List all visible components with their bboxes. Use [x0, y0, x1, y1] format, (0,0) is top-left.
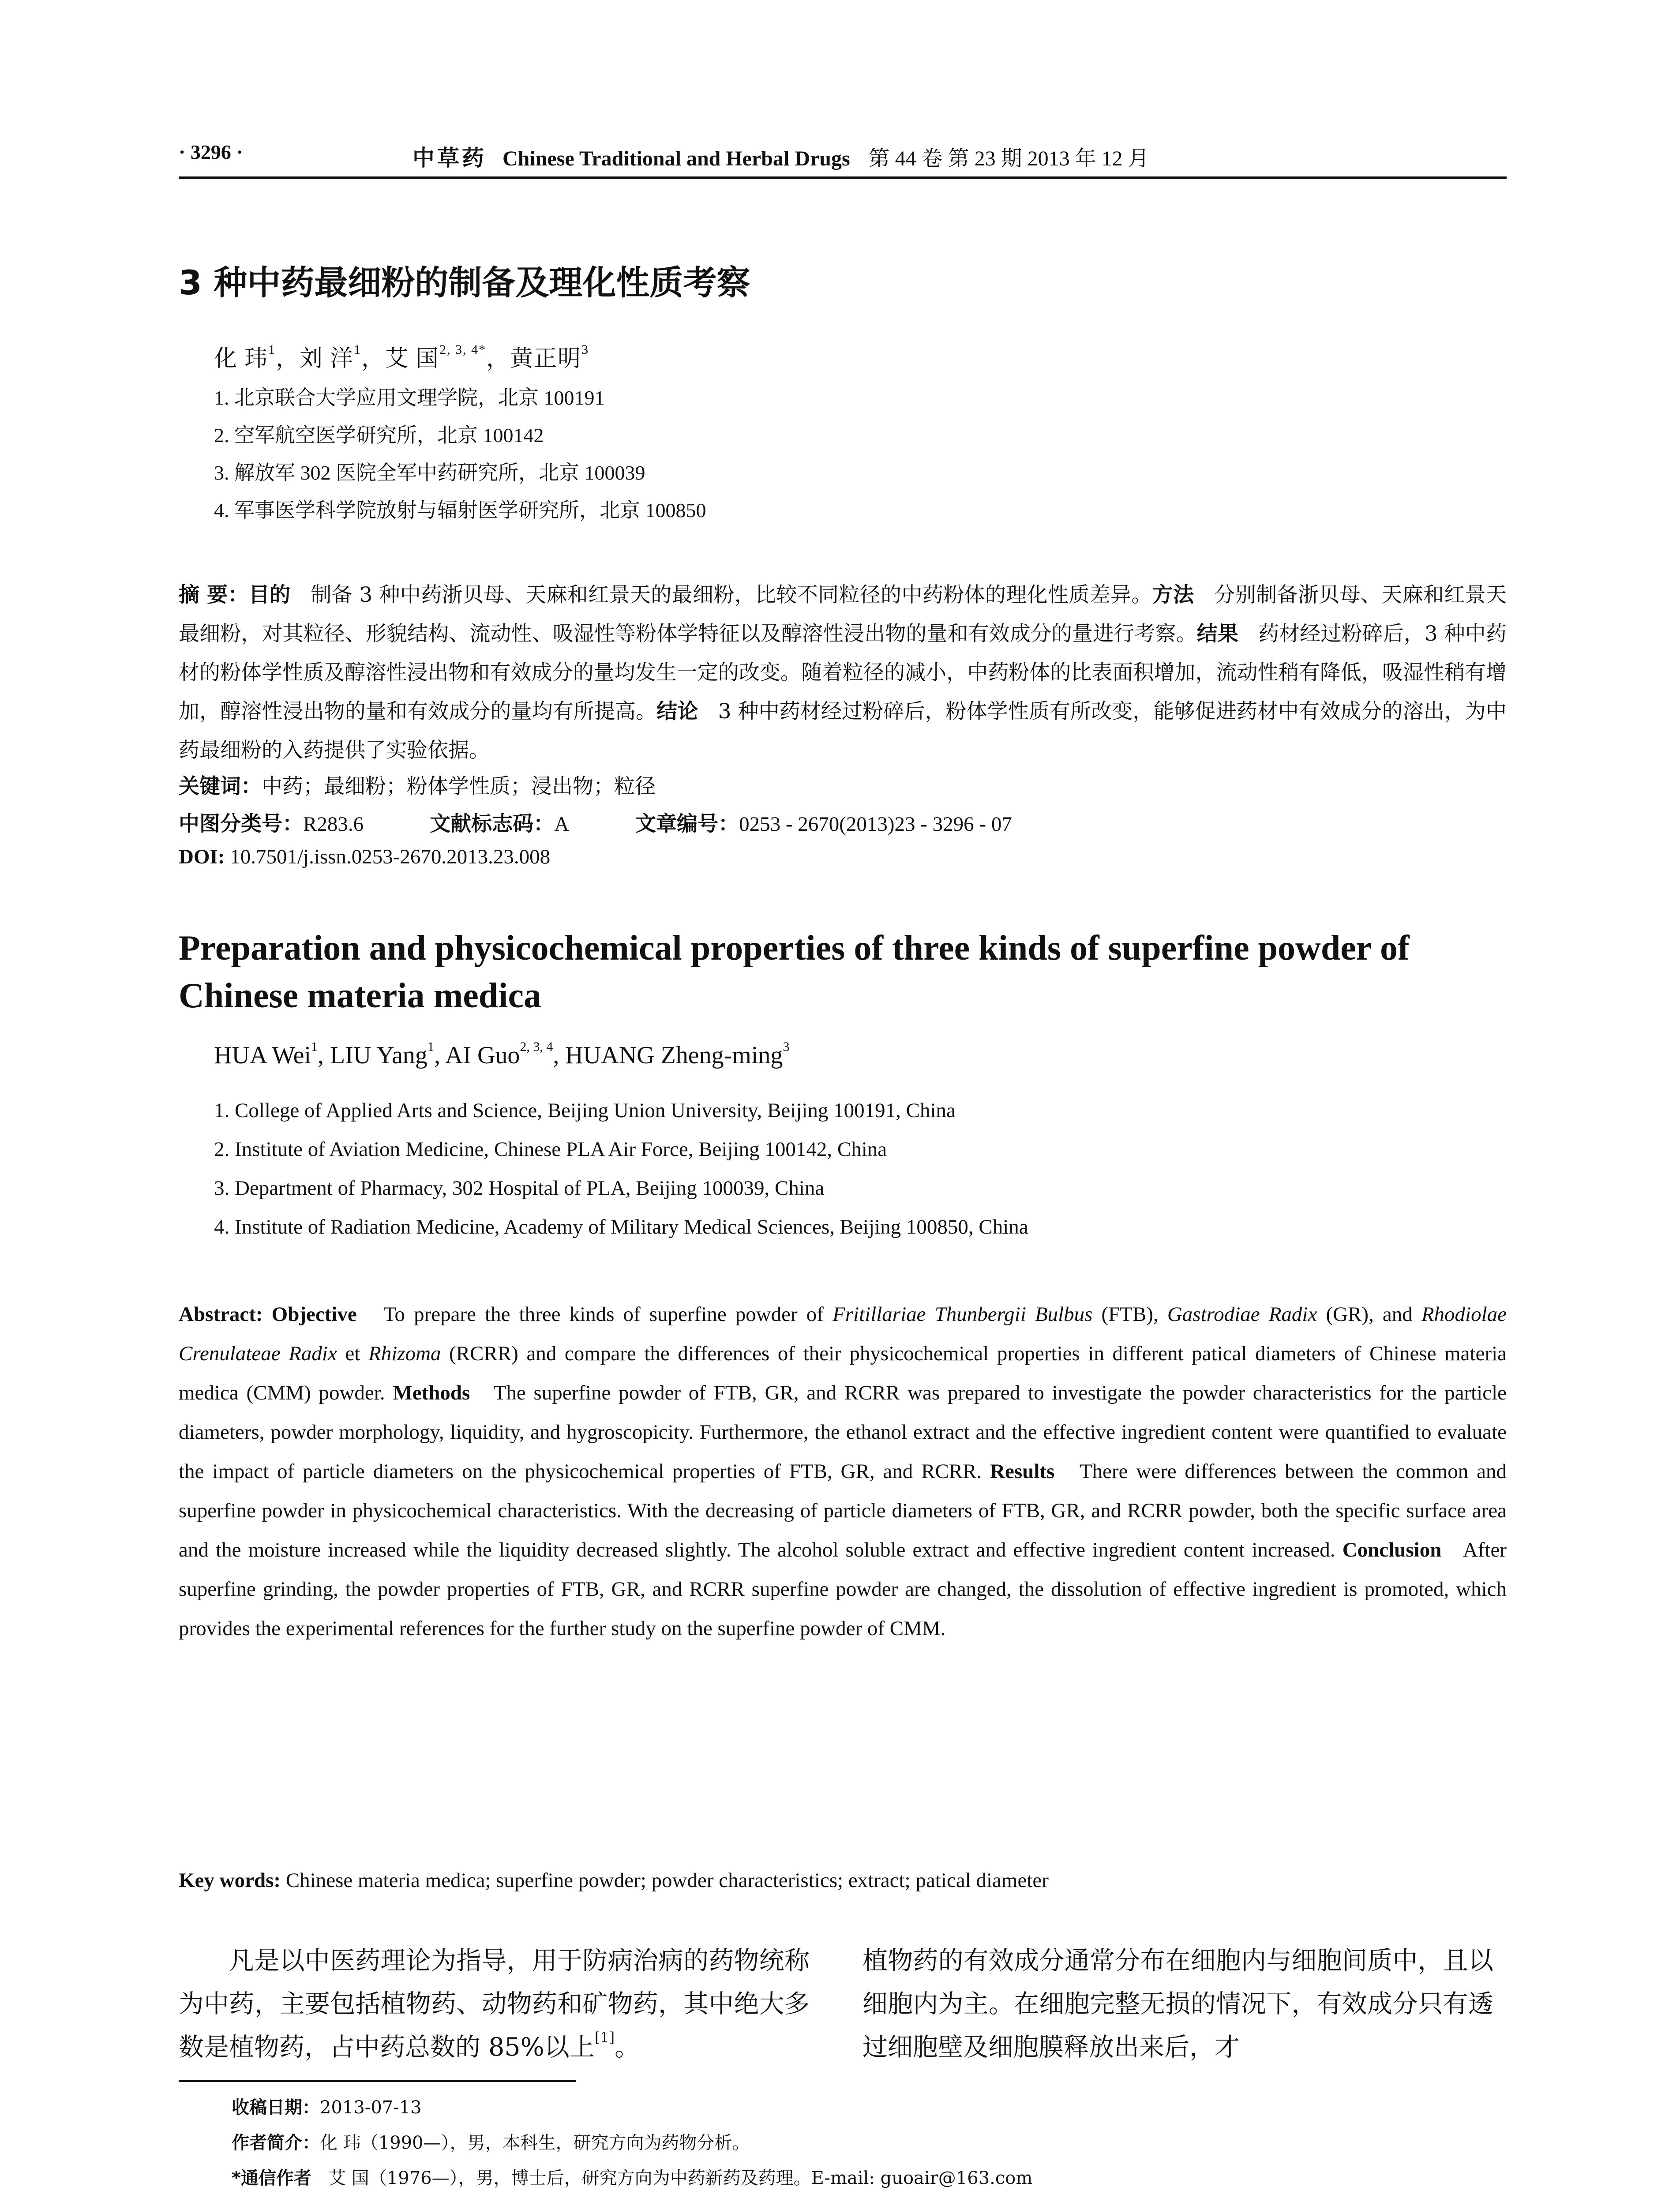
- citation-ref[interactable]: [1]: [594, 2029, 615, 2046]
- authors-en: [214, 1041, 789, 1069]
- authors-cn: [214, 340, 589, 373]
- author-affil-sup: 2, 3, 4: [520, 1039, 553, 1054]
- latin-name: Fritillariae Thunbergii Bulbus: [832, 1303, 1093, 1326]
- corresponding-text: 艾 国（1976—），男，博士后，研究方向为中药新药及药理。E-mail: guoair@163.com: [328, 2168, 1033, 2188]
- author-name: 艾 国: [385, 346, 440, 371]
- conclusion-text: 3 种中药材经过粉碎后，粉体学性质有所改变，能够促进药材中有效成分的溶出，为中药最细粉的入药提供了实验依据。: [179, 699, 1507, 762]
- results-text: There were differences between the common and superfine powder in physicochemical characteristics. With the decreasing of particle diameters of FTB, GR, and RCRR powder, both the specific surface area and the moisture increased while the liquidity decreased slightly. The alcohol soluble extract and effective ingredient content increased.: [179, 1460, 1507, 1561]
- objective-label: 目的: [248, 583, 291, 607]
- article-no-value: 0253 - 2670(2013)23 - 3296 - 07: [739, 813, 1012, 836]
- body-paragraph: 植物药的有效成分通常分布在细胞内与细胞间质中，且以细胞内为主。在细胞完整无损的情况下，有效成分只有透过细胞壁及细胞膜释放出来后，才: [862, 1946, 1493, 2062]
- author-affil-sup: 3: [783, 1039, 790, 1054]
- methods-text: 分别制备浙贝母、天麻和红景天最细粉，对其粒径、形貌结构、流动性、吸湿性等粉体学特征以及醇溶性浸出物的量和有效成分的量进行考察。: [179, 583, 1507, 646]
- author-name: 刘 洋: [300, 346, 354, 371]
- author-name: LIU Yang: [330, 1042, 428, 1069]
- classification-line: [179, 807, 1012, 837]
- received-label: 收稿日期：: [232, 2097, 320, 2118]
- objective-text: (FTB),: [1101, 1303, 1159, 1326]
- author-name: HUANG Zheng-ming: [565, 1042, 783, 1069]
- keywords-label: Key words:: [179, 1869, 281, 1892]
- conclusion-text: After superfine grinding, the powder properties of FTB, GR, and RCRR superfine powder are changed, the dissolution of effective ingredient is promoted, which provides the experimental references for the further study on the superfine powder of CMM.: [179, 1538, 1507, 1640]
- author-affil-sup: 1: [311, 1039, 318, 1054]
- author-sep: ,: [434, 1042, 445, 1069]
- abstract-label: Abstract:: [179, 1303, 263, 1326]
- received-date: 2013-07-13: [320, 2097, 422, 2118]
- article-no-label: 文章编号：: [635, 812, 739, 836]
- keywords-en: [179, 1868, 1049, 1892]
- issue-info: 第 44 卷 第 23 期 2013 年 12 月: [868, 147, 1149, 170]
- title-cn: 3 种中药最细粉的制备及理化性质考察: [179, 263, 750, 302]
- affiliation-cn: 1. 北京联合大学应用文理学院，北京 100191: [214, 386, 605, 409]
- body-column-left: [179, 1939, 810, 2069]
- methods-label: 方法: [1152, 583, 1194, 607]
- running-header: [179, 132, 1507, 179]
- objective-label: Objective: [271, 1303, 357, 1326]
- abstract-en: [179, 1295, 1507, 1648]
- affiliation-en: 4. Institute of Radiation Medicine, Academy of Military Medical Sciences, Beijing 100850, China: [214, 1216, 1028, 1238]
- affiliation-en: 2. Institute of Aviation Medicine, Chinese PLA Air Force, Beijing 100142, China: [214, 1138, 887, 1161]
- page-number: · 3296 ·: [179, 141, 243, 163]
- conclusion-label: 结论: [656, 699, 698, 724]
- author-affil-sup: 1: [427, 1039, 434, 1054]
- body-column-right: [862, 1939, 1493, 2069]
- results-label: 结果: [1196, 622, 1238, 646]
- clc-value: R283.6: [303, 813, 364, 836]
- affiliation-en: 3. Department of Pharmacy, 302 Hospital of PLA, Beijing 100039, China: [214, 1177, 825, 1200]
- footnote-corresponding: [232, 2164, 1032, 2189]
- latin-name: Rhizoma: [368, 1342, 441, 1365]
- author-name: AI Guo: [445, 1042, 520, 1069]
- author-affil-sup: 1: [354, 342, 362, 357]
- author-affil-sup: 1: [268, 342, 276, 357]
- objective-text: To prepare the three kinds of superfine powder of: [383, 1303, 824, 1326]
- clc-label: 中图分类号：: [179, 812, 303, 836]
- bio-text: 化 玮（1990—），男，本科生，研究方向为药物分析。: [320, 2133, 750, 2153]
- doi-line: [179, 845, 550, 869]
- objective-text: (GR), and: [1326, 1303, 1413, 1326]
- latin-name: Gastrodiae Radix: [1167, 1303, 1317, 1326]
- latin-name: Rhodiolae Crenulateae Radix: [179, 1303, 1507, 1365]
- abstract-label: 摘 要：: [179, 583, 249, 607]
- methods-label: Methods: [393, 1381, 470, 1404]
- abstract-cn: [179, 576, 1507, 770]
- results-label: Results: [990, 1460, 1055, 1483]
- footnote-divider: [179, 2080, 576, 2082]
- author-sep: ，: [276, 346, 300, 371]
- results-text: 药材经过粉碎后，3 种中药材的粉体学性质及醇溶性浸出物和有效成分的量均发生一定的改变。随着粒径的减小，中药粉体的比表面积增加，流动性稍有降低，吸湿性稍有增加，醇溶性浸出物的量和有效成分的量均有所提高。: [179, 622, 1507, 724]
- affiliation-cn: 2. 空军航空医学研究所，北京 100142: [214, 424, 544, 446]
- body-paragraph: 凡是以中医药理论为指导，用于防病治病的药物统称为中药，主要包括植物药、动物药和矿物药，其中绝大多数是植物药，占中药总数的 85%以上: [179, 1946, 810, 2062]
- author-sep: ，: [486, 346, 510, 371]
- bio-label: 作者简介：: [232, 2133, 320, 2153]
- doi-link[interactable]: 10.7501/j.issn.0253-2670.2013.23.008: [230, 845, 551, 868]
- journal-page: [179, 132, 1507, 2188]
- objective-text: et: [345, 1342, 360, 1365]
- doc-code-value: A: [554, 813, 570, 836]
- footnote-received: [232, 2093, 422, 2119]
- journal-line: [412, 140, 1149, 172]
- objective-text: 制备 3 种中药浙贝母、天麻和红景天的最细粉，比较不同粒径的中药粉体的理化性质差异。: [311, 583, 1152, 607]
- keywords-cn: [179, 770, 656, 799]
- keywords-text: 中药；最细粉；粉体学性质；浸出物；粒径: [262, 775, 656, 798]
- affiliation-en: 1. College of Applied Arts and Science, Beijing Union University, Beijing 100191, China: [214, 1099, 956, 1122]
- body-paragraph-end: 。: [615, 2033, 640, 2062]
- doi-label: DOI:: [179, 845, 225, 868]
- author-sep: ，: [361, 346, 386, 371]
- author-name: HUA Wei: [214, 1042, 311, 1069]
- doc-code-label: 文献标志码：: [430, 812, 555, 836]
- author-affil-sup: 3: [581, 342, 589, 357]
- keywords-text: Chinese materia medica; superfine powder; powder characteristics; extract; patical diameter: [285, 1869, 1049, 1892]
- author-affil-sup: 2, 3, 4*: [439, 342, 487, 357]
- conclusion-label: Conclusion: [1342, 1538, 1442, 1561]
- author-sep: ,: [553, 1042, 566, 1069]
- footnote-author-bio: [232, 2129, 750, 2154]
- affiliation-cn: 4. 军事医学科学院放射与辐射医学研究所，北京 100850: [214, 499, 706, 521]
- author-name: 化 玮: [214, 346, 269, 371]
- methods-text: The superfine powder of FTB, GR, and RCRR was prepared to investigate the powder characteristics for the particle diameters, powder morphology, liquidity, and hygroscopicity. Furthermore, the ethanol extract and the effective ingredient content were quantified to evaluate the impact of particle diameters on the physicochemical properties of FTB, GR, and RCRR.: [179, 1381, 1507, 1483]
- journal-name-en: Chinese Traditional and Herbal Drugs: [502, 147, 850, 170]
- journal-name-cn: 中草药: [412, 145, 487, 171]
- title-en: Preparation and physicochemical properties of three kinds of superfine powder of Chinese materia medica: [179, 929, 1410, 1015]
- author-sep: ,: [318, 1042, 330, 1069]
- keywords-label: 关键词：: [179, 774, 262, 799]
- objective-text: (RCRR) and compare the differences of their physicochemical properties in different patical diameters of Chinese materia medica (CMM) powder.: [179, 1342, 1507, 1404]
- corresponding-label: *通信作者: [232, 2168, 311, 2188]
- author-name: 黄正明: [510, 346, 582, 371]
- affiliation-cn: 3. 解放军 302 医院全军中药研究所，北京 100039: [214, 461, 645, 484]
